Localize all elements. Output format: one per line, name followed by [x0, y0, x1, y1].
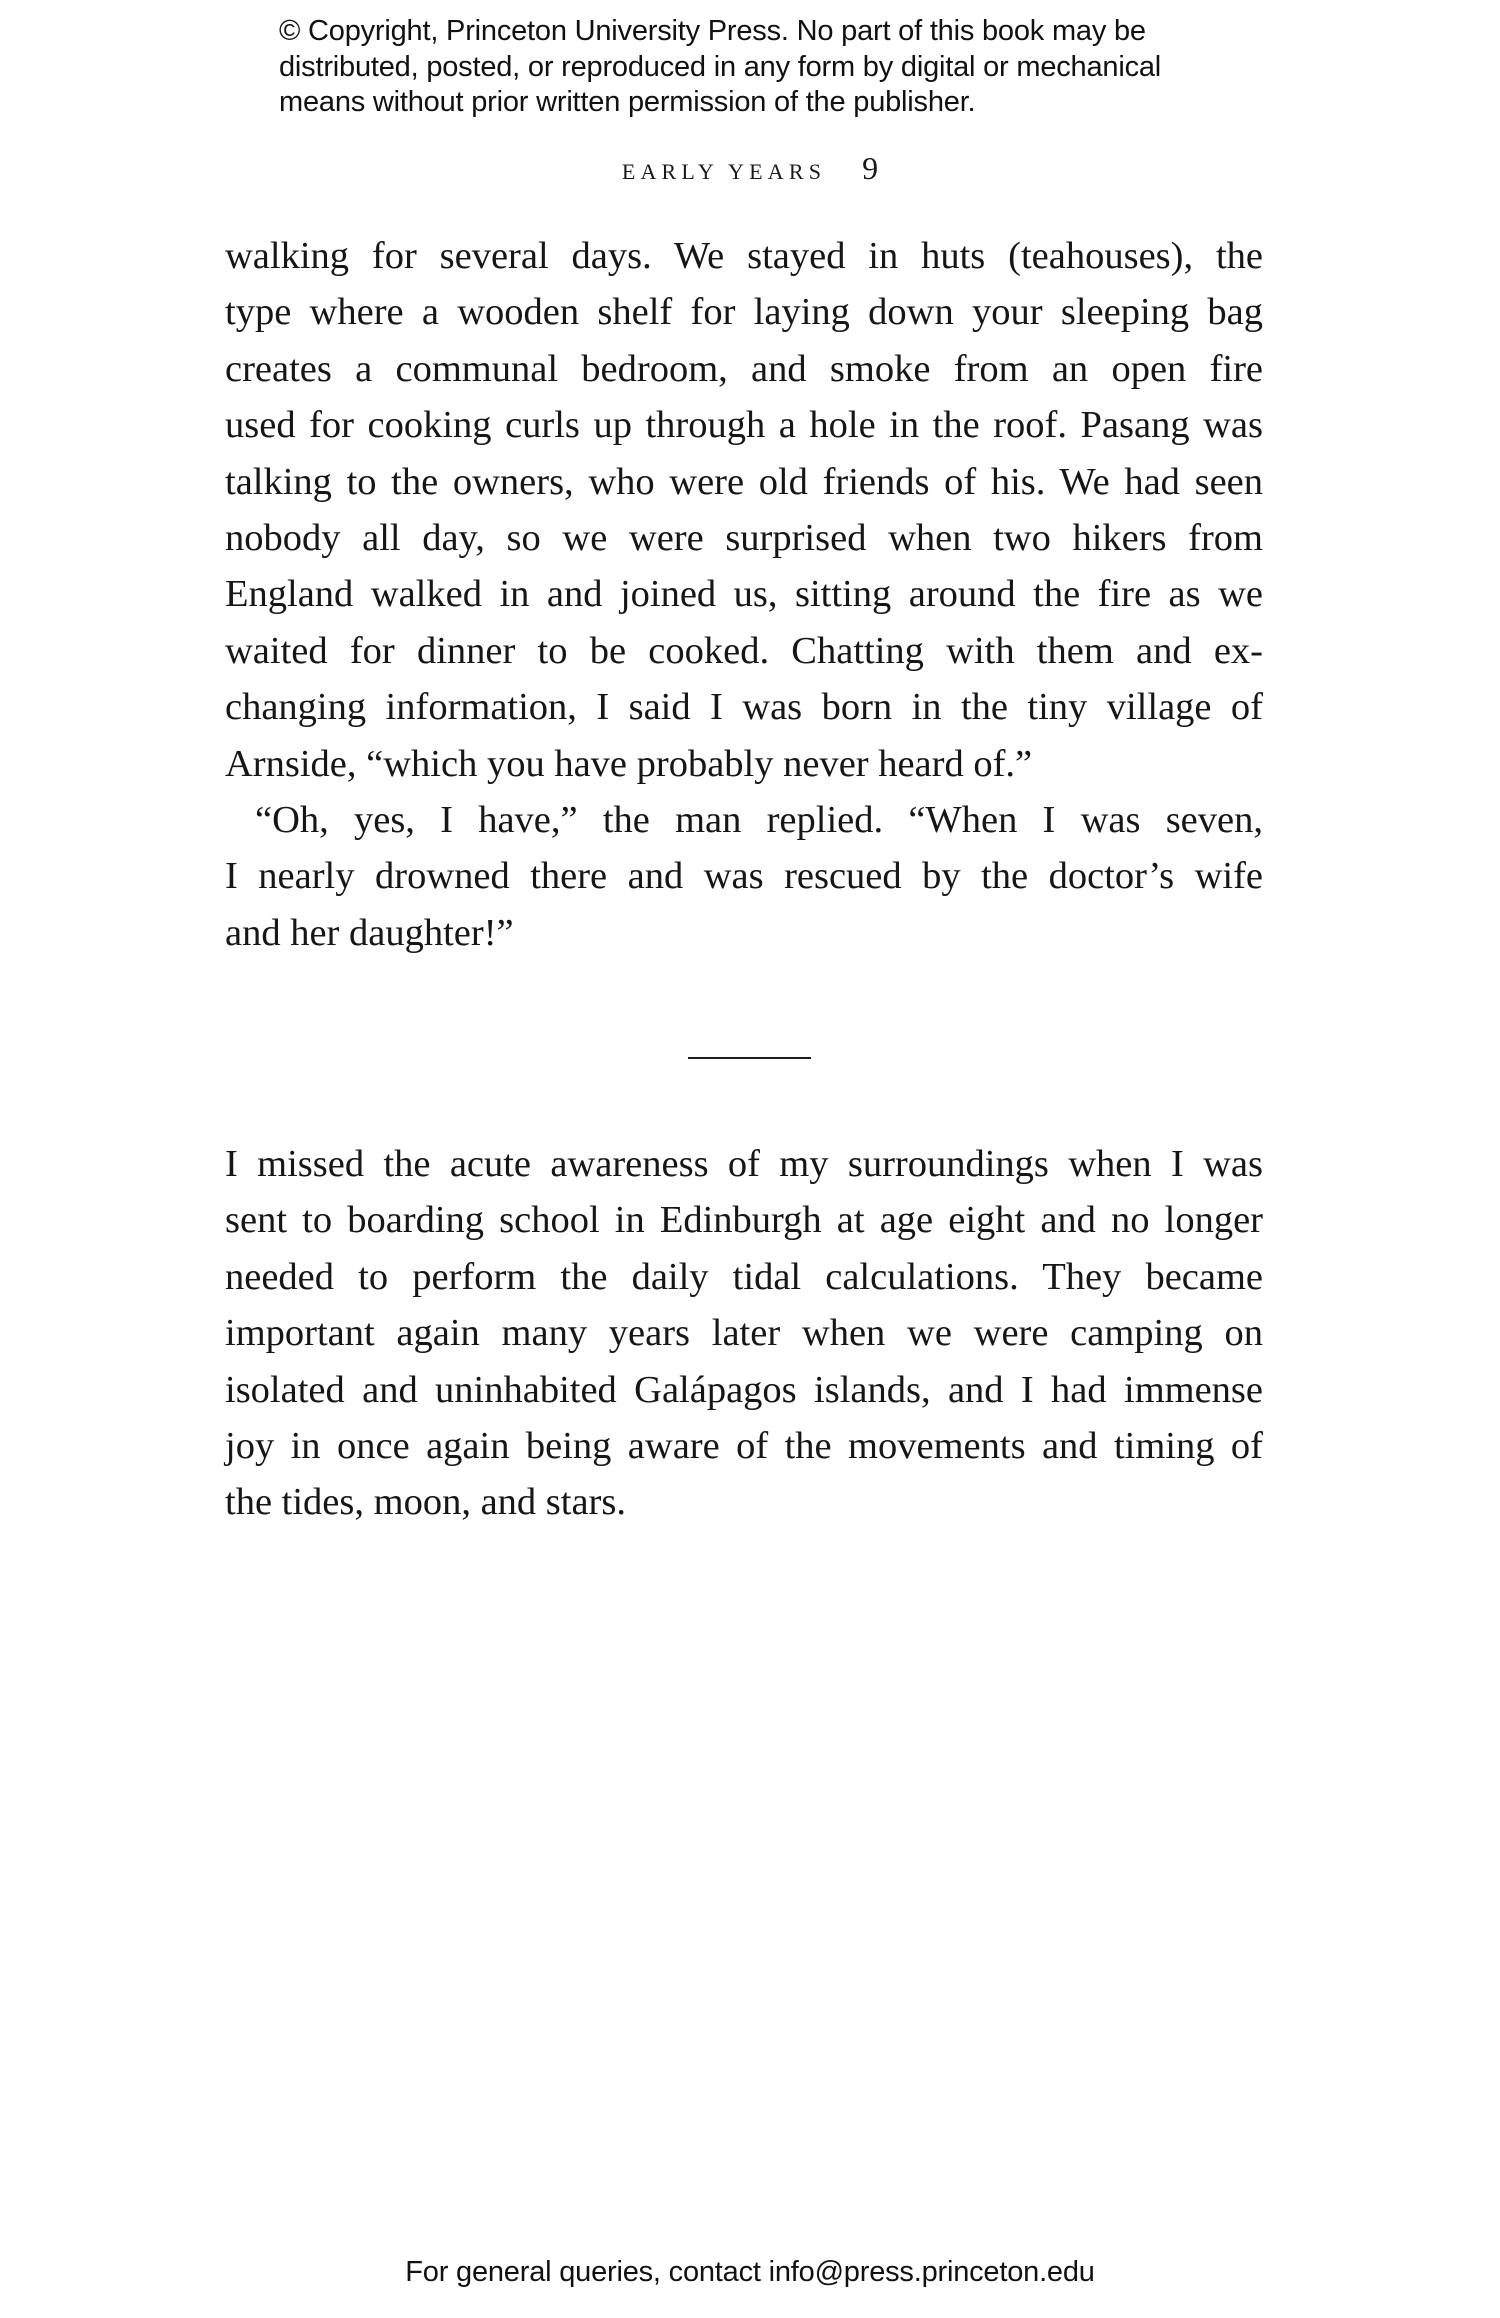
text-line: isolated and uninhabited Galápagos islands, and I had immense	[225, 1368, 1263, 1411]
text-line: important again many years later when we were camping on	[225, 1312, 1263, 1355]
page-number: 9	[862, 150, 879, 186]
text-line: type where a wooden shelf for laying down your sleeping bag	[225, 291, 1263, 334]
text-line: changing information, I said I was born in the tiny village of	[225, 686, 1263, 729]
text-line: walking for several days. We stayed in huts (teahouses), the	[225, 235, 1263, 277]
paragraph	[225, 228, 1263, 792]
body-section-1	[225, 228, 1263, 961]
running-head	[0, 150, 1500, 187]
body-section-2	[225, 1136, 1263, 1531]
text-line: talking to the owners, who were old friends of his. We had seen	[225, 460, 1263, 503]
text-line: needed to perform the daily tidal calculations. They became	[225, 1255, 1263, 1298]
text-line: I missed the acute awareness of my surroundings when I was	[225, 1143, 1263, 1185]
text-line: nobody all day, so we were surprised when two hikers from	[225, 516, 1263, 559]
text-line: used for cooking curls up through a hole in the roof. Pasang was	[225, 404, 1263, 447]
text-line: the tides, moon, and stars.	[225, 1481, 626, 1524]
section-break-rule	[688, 1057, 811, 1059]
paragraph	[225, 1136, 1263, 1531]
text-line: sent to boarding school in Edinburgh at age eight and no longer	[225, 1199, 1263, 1242]
paragraph	[225, 792, 1263, 961]
copyright-line: © Copyright, Princeton University Press. No part of this book may be	[279, 15, 1146, 47]
text-line: waited for dinner to be cooked. Chatting with them and ex-	[225, 629, 1263, 672]
text-line: England walked in and joined us, sitting around the fire as we	[225, 573, 1263, 616]
text-line: I nearly drowned there and was rescued by the doctor’s wife	[225, 855, 1263, 898]
chapter-title: EARLY YEARS	[621, 159, 827, 184]
text-line: Arnside, “which you have probably never heard of.”	[225, 742, 1033, 785]
copyright-line: distributed, posted, or reproduced in any form by digital or mechanical	[279, 50, 1162, 83]
text-line: and her daughter!”	[225, 911, 514, 954]
footer-contact: For general queries, contact info@press.princeton.edu	[405, 2256, 1095, 2288]
text-line: creates a communal bedroom, and smoke from an open fire	[225, 347, 1263, 390]
copyright-line: means without prior written permission of the publisher.	[279, 86, 976, 118]
text-line: joy in once again being aware of the movements and timing of	[225, 1424, 1263, 1467]
text-line: “Oh, yes, I have,” the man replied. “When I was seven,	[255, 798, 1263, 841]
copyright-notice	[279, 14, 1279, 121]
